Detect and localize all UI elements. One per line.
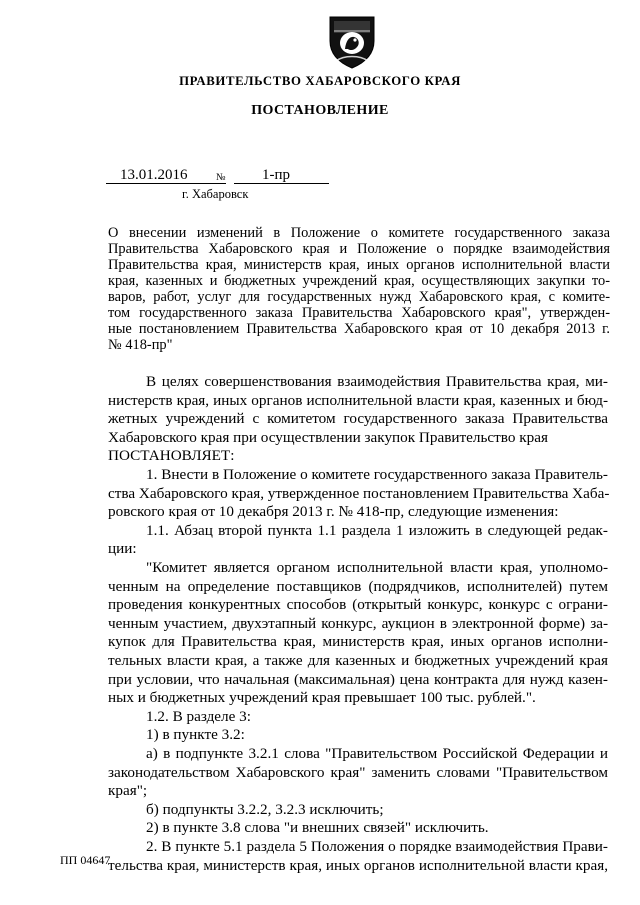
subject-line: Правительства Хабаровского края и Положение о порядке взаимодействия bbox=[108, 241, 610, 257]
subject-line: варов, работ, услуг для государственных нужд Хабаровского края, с комите- bbox=[108, 289, 610, 305]
body-line: Хабаровского края при осуществлении закупок Правительство края bbox=[108, 428, 548, 446]
body-line: 1.1. Абзац второй пункта 1.1 раздела 1 изложить в следующей редак- bbox=[146, 521, 608, 539]
body-line: ченным на определение поставщиков (подрядчиков, исполнителей) путем bbox=[108, 577, 608, 595]
body-line: В целях совершенствования взаимодействия Правительства края, ми- bbox=[146, 373, 608, 390]
subject-line: края, казенных и бюджетных учреждений края, осуществляющих закупки то- bbox=[108, 273, 610, 289]
body-line: 1) в пункте 3.2: bbox=[146, 726, 245, 744]
body-line: проведения конкурентных способов (открытый конкурс, конкурс с ограни- bbox=[108, 596, 608, 614]
body-line: тельства края, министерств края, иных органов исполнительной власти края, bbox=[108, 856, 608, 874]
body-line: жетных учреждений с комитетом государственного заказа Правительства bbox=[108, 410, 608, 428]
coat-of-arms-icon bbox=[326, 13, 378, 69]
body-line: б) подпункты 3.2.2, 3.2.3 исключить; bbox=[146, 800, 384, 818]
body-line: нистерств края, иных органов исполнительной власти края, казенных и бюд- bbox=[108, 391, 608, 409]
body-line: ченным участием, двухэтапный конкурс, аукцион в электронной форме) за- bbox=[108, 614, 608, 632]
subject-line: № 418-пр" bbox=[108, 337, 173, 353]
body-line: 1. Внести в Положение о комитете государственного заказа Правитель- bbox=[146, 466, 608, 483]
document-type: ПОСТАНОВЛЕНИЕ bbox=[251, 103, 389, 118]
body-line: ных и бюджетных учреждений края превышает 100 тыс. рублей.". bbox=[108, 689, 536, 707]
document-date: 13.01.2016 bbox=[120, 167, 188, 183]
body-line: а) в подпункте 3.2.1 слова "Правительством Российской Федерации и bbox=[146, 745, 608, 762]
body-line: "Комитет является органом исполнительной власти края, уполномо- bbox=[146, 559, 608, 576]
body-line: при условии, что начальная (максимальная) цена контракта для нужд казен- bbox=[108, 670, 608, 688]
subject-line: О внесении изменений в Положение о комитете государственного заказа bbox=[108, 225, 610, 241]
body-line: ровского края от 10 декабря 2013 г. № 418-пр, следующие изменения: bbox=[108, 503, 559, 521]
body-line: края"; bbox=[108, 782, 148, 800]
body-line: ства Хабаровского края, утвержденное постановлением Правительства Хаба- bbox=[108, 484, 610, 502]
body-line: законодательством Хабаровского края" заменить словами "Правительством bbox=[108, 763, 608, 781]
city: г. Хабаровск bbox=[182, 187, 249, 201]
document-number: 1-пр bbox=[262, 167, 291, 183]
subject-line: ные постановлением Правительства Хабаровского края от 10 декабря 2013 г. bbox=[108, 321, 610, 337]
footer-code: ПП 04647 bbox=[60, 853, 111, 867]
body-line: тельных власти края, а также для казенных и бюджетных учреждений края bbox=[108, 652, 608, 669]
body-line: ПОСТАНОВЛЯЕТ: bbox=[108, 447, 235, 465]
body-line: 2. В пункте 5.1 раздела 5 Положения о порядке взаимодействия Прави- bbox=[146, 838, 608, 855]
subject-line: том государственного заказа Правительства Хабаровского края", утвержден- bbox=[108, 305, 610, 321]
government-title: ПРАВИТЕЛЬСТВО ХАБАРОВСКОГО КРАЯ bbox=[179, 74, 461, 88]
body-line: купок для Правительства края, министерств края, иных органов исполни- bbox=[108, 633, 608, 651]
number-sign: № bbox=[216, 172, 226, 183]
subject-line: Правительства края, министерств края, иных органов исполнительной власти bbox=[108, 257, 610, 273]
body-line: 2) в пункте 3.8 слова "и внешних связей" исключить. bbox=[146, 819, 489, 837]
body-line: 1.2. В разделе 3: bbox=[146, 707, 251, 725]
body-line: ции: bbox=[108, 540, 137, 558]
